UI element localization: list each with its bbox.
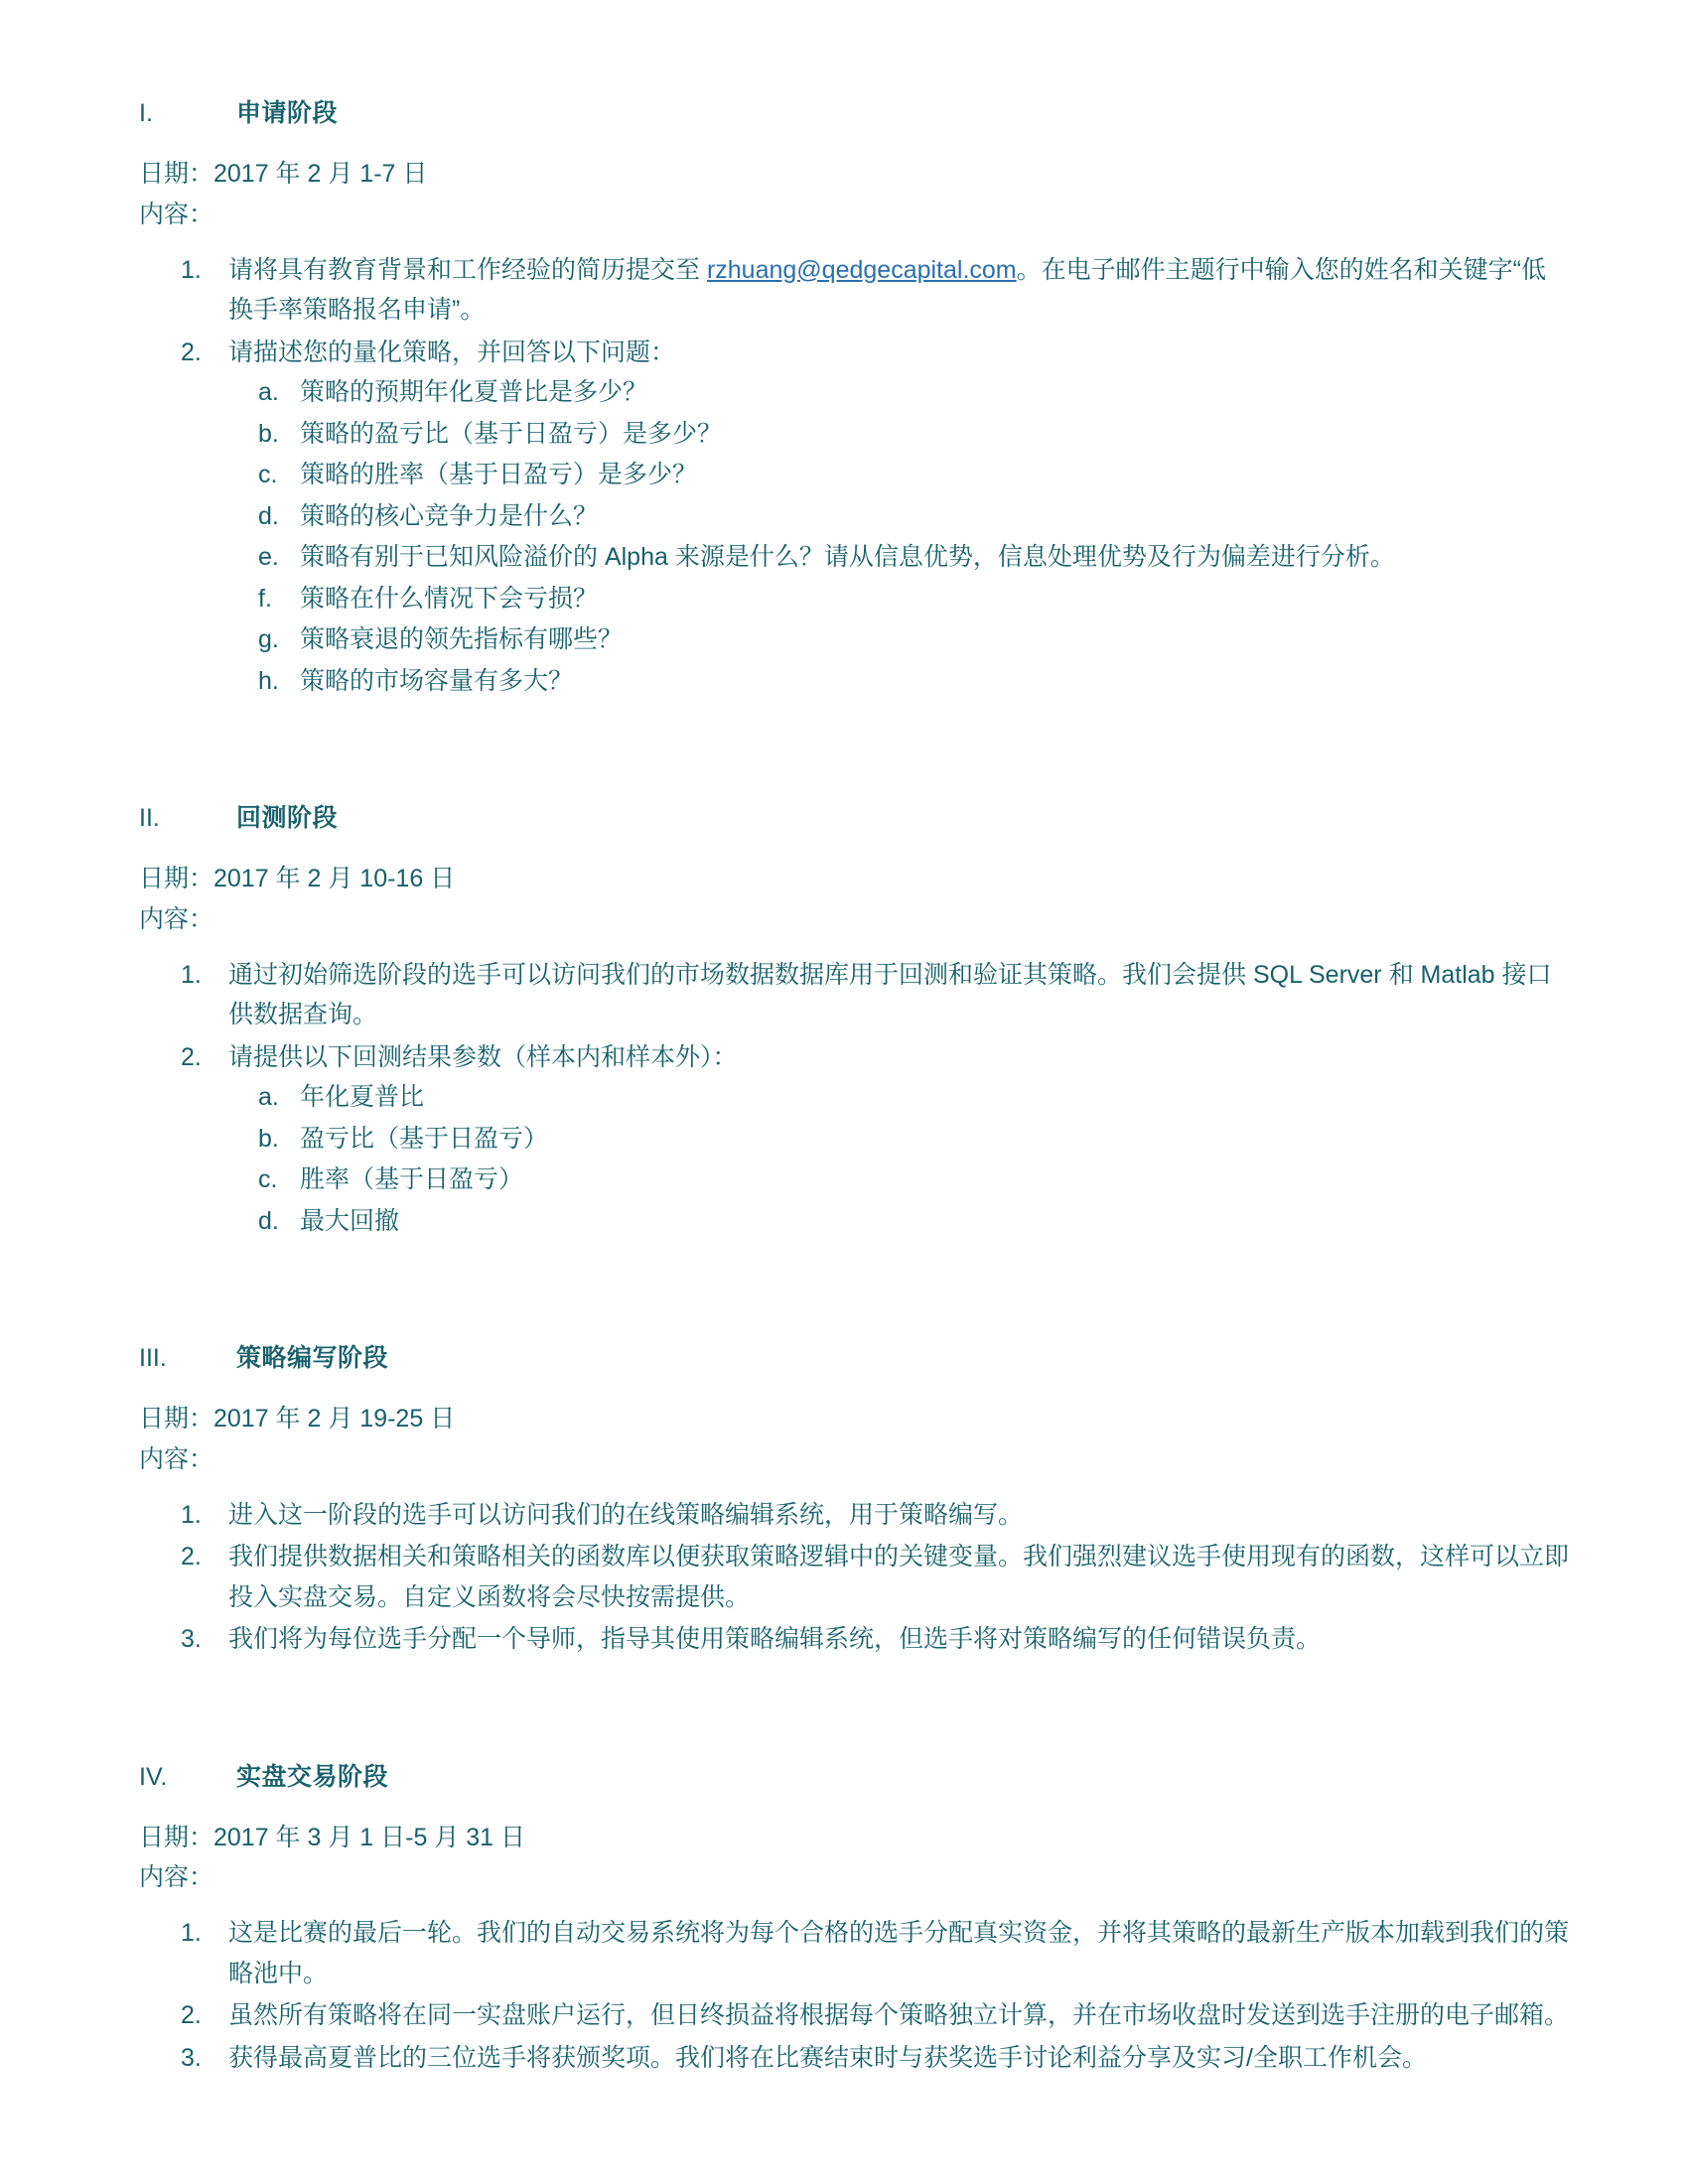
sub-list-marker: g. bbox=[258, 625, 279, 653]
list-item-text: 获得最高夏普比的三位选手将获颁奖项。我们将在比赛结束时与获奖选手讨论利益分享及实习/全职工作机会。 bbox=[228, 2043, 1427, 2072]
list-marker: 2. bbox=[181, 1042, 202, 1071]
sub-list-item-text: 策略衰退的领先指标有哪些？ bbox=[300, 625, 624, 653]
list-item-text: 请提供以下回测结果参数（样本内和样本外）： bbox=[228, 1042, 738, 1071]
list-marker: 1. bbox=[181, 960, 202, 989]
sub-list-item bbox=[228, 372, 1569, 413]
section-2-sublist bbox=[228, 1077, 1569, 1241]
list-item-text: 通过初始筛选阶段的选手可以访问我们的市场数据数据库用于回测和验证其策略。我们会提供 SQL Server 和 Matlab 接口供数据查询。 bbox=[228, 960, 1552, 1028]
sub-list-marker: b. bbox=[258, 419, 279, 448]
section-numeral: I. bbox=[139, 99, 153, 127]
sub-list-item-text: 策略的胜率（基于日盈亏）是多少？ bbox=[300, 461, 698, 488]
sub-list-item-text: 策略的预期年化夏普比是多少？ bbox=[300, 378, 648, 406]
section-title: 策略编写阶段 bbox=[236, 1344, 389, 1372]
sub-list-item bbox=[228, 1119, 1569, 1160]
list-item bbox=[139, 250, 1569, 331]
section-numeral: IV. bbox=[139, 1762, 168, 1791]
section-content-label: 内容： bbox=[139, 1863, 214, 1892]
sub-list-item-text: 盈亏比（基于日盈亏） bbox=[300, 1124, 549, 1153]
section-title: 申请阶段 bbox=[236, 99, 339, 127]
section-content-label: 内容： bbox=[139, 200, 214, 228]
sub-list-item-text: 策略的核心竞争力是什么？ bbox=[300, 501, 599, 530]
list-item bbox=[139, 955, 1569, 1035]
list-marker: 2. bbox=[181, 2001, 202, 2029]
list-item-text: 进入这一阶段的选手可以访问我们的在线策略编辑系统，用于策略编写。 bbox=[228, 1500, 1024, 1529]
sub-list-marker: c. bbox=[258, 1165, 278, 1193]
sub-list-item-text: 年化夏普比 bbox=[300, 1083, 425, 1111]
list-item bbox=[139, 1995, 1569, 2036]
section-gap bbox=[139, 1670, 1569, 1723]
section-heading bbox=[139, 1757, 1569, 1793]
list-item-text: 我们提供数据相关和策略相关的函数库以便获取策略逻辑中的关键变量。我们强烈建议选手使用现有的函数，这样可以立即投入实盘交易。自定义函数将会尽快按需提供。 bbox=[228, 1543, 1570, 1611]
section-date-line: 日期：2017 年 2 月 10-16 日 bbox=[139, 865, 456, 892]
item-text-after: 。在电子邮件主题行中输入您的姓名和关键字“低换手率策略报名申请”。 bbox=[228, 255, 1546, 324]
document-section-1 bbox=[139, 93, 1569, 701]
sub-list-item-text: 策略的市场容量有多大？ bbox=[300, 666, 574, 695]
list-item bbox=[139, 2038, 1569, 2079]
sub-list-item-text: 策略在什么情况下会亏损？ bbox=[300, 584, 599, 613]
section-numeral: II. bbox=[139, 804, 160, 832]
list-item-text: 请描述您的量化策略，并回答以下问题： bbox=[228, 338, 676, 366]
section-content-label: 内容： bbox=[139, 1444, 214, 1473]
list-marker: 2. bbox=[181, 1543, 202, 1570]
sub-list-item-text: 胜率（基于日盈亏） bbox=[300, 1165, 524, 1193]
section-numeral: III. bbox=[139, 1344, 167, 1372]
sub-list-item bbox=[228, 1160, 1569, 1200]
sub-list-item bbox=[228, 579, 1569, 619]
sub-list-marker: e. bbox=[258, 543, 279, 571]
section-gap bbox=[139, 1251, 1569, 1304]
section-heading bbox=[139, 1338, 1569, 1374]
sub-list-item bbox=[228, 537, 1569, 578]
sub-list-item-text: 策略有别于已知风险溢价的 Alpha 来源是什么？请从信息优势，信息处理优势及行为偏差进行分析。 bbox=[300, 543, 1395, 571]
list-item bbox=[139, 333, 1569, 702]
section-1-list bbox=[139, 250, 1569, 702]
section-4-list bbox=[139, 1913, 1569, 2078]
section-title: 实盘交易阶段 bbox=[236, 1762, 389, 1791]
list-item-text: 虽然所有策略将在同一实盘账户运行，但日终损益将根据每个策略独立计算，并在市场收盘时发送到选手注册的电子邮箱。 bbox=[228, 2001, 1570, 2029]
list-item bbox=[139, 1037, 1569, 1242]
list-marker: 1. bbox=[181, 1500, 202, 1529]
sub-list-item bbox=[228, 661, 1569, 702]
email-link[interactable]: rzhuang@qedgecapital.com bbox=[706, 255, 1017, 284]
section-date-line: 日期：2017 年 2 月 1-7 日 bbox=[139, 160, 428, 188]
sub-list-marker: h. bbox=[258, 666, 279, 695]
sub-list-item bbox=[228, 455, 1569, 495]
sub-list-marker: a. bbox=[258, 1083, 279, 1111]
list-item bbox=[139, 1495, 1569, 1536]
list-marker: 3. bbox=[181, 1625, 202, 1653]
list-marker: 3. bbox=[181, 2043, 202, 2072]
sub-list-marker: d. bbox=[258, 1206, 279, 1235]
sub-list-item bbox=[228, 496, 1569, 537]
section-3-list bbox=[139, 1495, 1569, 1660]
sub-list-marker: c. bbox=[258, 461, 278, 488]
list-item-text: 这是比赛的最后一轮。我们的自动交易系统将为每个合格的选手分配真实资金，并将其策略的最新生产版本加载到我们的策略池中。 bbox=[228, 1919, 1570, 1987]
list-marker: 1. bbox=[181, 255, 202, 284]
sub-list-marker: b. bbox=[258, 1124, 279, 1153]
list-item-text bbox=[228, 256, 1546, 325]
document-section-3 bbox=[139, 1338, 1569, 1660]
list-item bbox=[139, 1913, 1569, 1993]
sub-list-item-text: 策略的盈亏比（基于日盈亏）是多少？ bbox=[300, 419, 723, 448]
section-gap bbox=[139, 711, 1569, 764]
sub-list-marker: d. bbox=[258, 501, 279, 530]
section-date-line: 日期：2017 年 3 月 1 日-5 月 31 日 bbox=[139, 1823, 526, 1851]
document-section-2 bbox=[139, 798, 1569, 1241]
list-marker: 1. bbox=[181, 1919, 202, 1947]
sub-list-marker: f. bbox=[258, 584, 272, 613]
sub-list-item bbox=[228, 619, 1569, 660]
list-marker: 2. bbox=[181, 338, 202, 366]
section-date-line: 日期：2017 年 2 月 19-25 日 bbox=[139, 1405, 456, 1433]
sub-list-item-text: 最大回撤 bbox=[300, 1206, 400, 1235]
item-text-before: 请将具有教育背景和工作经验的简历提交至 bbox=[228, 255, 707, 284]
section-heading bbox=[139, 93, 1569, 129]
section-1-sublist bbox=[228, 372, 1569, 701]
list-item bbox=[139, 1537, 1569, 1617]
list-item bbox=[139, 1619, 1569, 1660]
sub-list-marker: a. bbox=[258, 378, 279, 406]
section-content-label: 内容： bbox=[139, 904, 214, 933]
sub-list-item bbox=[228, 1077, 1569, 1118]
section-heading bbox=[139, 798, 1569, 834]
list-item-text: 我们将为每位选手分配一个导师，指导其使用策略编辑系统，但选手将对策略编写的任何错误负责。 bbox=[228, 1625, 1322, 1653]
section-2-list bbox=[139, 955, 1569, 1242]
document-section-4 bbox=[139, 1757, 1569, 2079]
section-title: 回测阶段 bbox=[236, 804, 339, 832]
sub-list-item bbox=[228, 1201, 1569, 1242]
sub-list-item bbox=[228, 414, 1569, 455]
